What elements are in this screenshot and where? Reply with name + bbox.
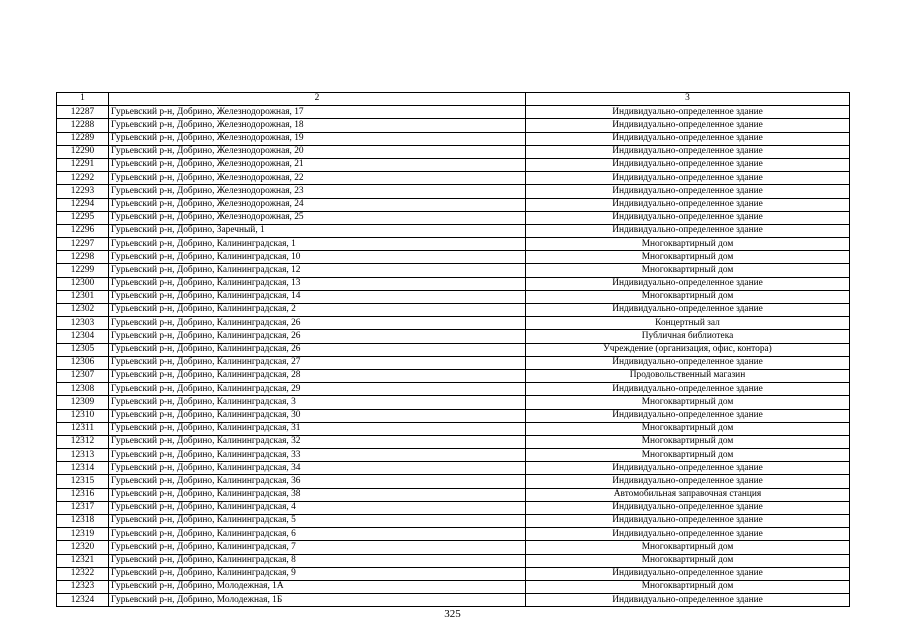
building-type-cell: Многоквартирный дом [526,238,850,251]
building-type-cell: Индивидуально-определенное здание [526,383,850,396]
row-number-cell: 12313 [57,449,109,462]
address-cell: Гурьевский р-н, Добрино, Калининградская, 13 [109,277,526,290]
table-row [57,409,850,422]
building-type-cell: Индивидуально-определенное здание [526,594,850,607]
row-number-cell: 12297 [57,238,109,251]
address-cell: Гурьевский р-н, Добрино, Калининградская, 1 [109,238,526,251]
address-cell: Гурьевский р-н, Добрино, Железнодорожная, 19 [109,132,526,145]
building-type-cell: Индивидуально-определенное здание [526,356,850,369]
page-number: 325 [444,608,461,620]
building-type-cell: Индивидуально-определенное здание [526,409,850,422]
column-header-address: 2 [109,93,526,106]
table-row [57,356,850,369]
building-type-cell: Продовольственный магазин [526,369,850,382]
table-row [57,238,850,251]
address-cell: Гурьевский р-н, Добрино, Калининградская, 28 [109,369,526,382]
address-cell: Гурьевский р-н, Добрино, Заречный, 1 [109,224,526,237]
building-type-cell: Индивидуально-определенное здание [526,132,850,145]
building-type-cell: Индивидуально-определенное здание [526,528,850,541]
row-number-cell: 12312 [57,435,109,448]
building-type-cell: Многоквартирный дом [526,580,850,593]
row-number-cell: 12304 [57,330,109,343]
building-type-cell: Многоквартирный дом [526,422,850,435]
building-type-cell: Индивидуально-определенное здание [526,304,850,317]
address-cell: Гурьевский р-н, Добрино, Калининградская, 38 [109,488,526,501]
row-number-cell: 12317 [57,501,109,514]
table-row [57,185,850,198]
table-row [57,475,850,488]
building-type-cell: Учреждение (организация, офис, контора) [526,343,850,356]
address-cell: Гурьевский р-н, Добрино, Железнодорожная, 23 [109,185,526,198]
building-type-cell: Индивидуально-определенное здание [526,515,850,528]
table-row [57,462,850,475]
row-number-cell: 12315 [57,475,109,488]
table-row [57,106,850,119]
building-type-cell: Индивидуально-определенное здание [526,475,850,488]
table-row [57,488,850,501]
row-number-cell: 12301 [57,290,109,303]
building-type-cell: Индивидуально-определенное здание [526,158,850,171]
address-cell: Гурьевский р-н, Добрино, Железнодорожная, 25 [109,211,526,224]
table-row [57,211,850,224]
building-type-cell: Многоквартирный дом [526,541,850,554]
row-number-cell: 12322 [57,567,109,580]
row-number-cell: 12314 [57,462,109,475]
row-number-cell: 12306 [57,356,109,369]
building-type-cell: Индивидуально-определенное здание [526,198,850,211]
address-cell: Гурьевский р-н, Добрино, Калининградская, 4 [109,501,526,514]
row-number-cell: 12287 [57,106,109,119]
building-type-cell: Индивидуально-определенное здание [526,185,850,198]
table-row [57,251,850,264]
building-type-cell: Индивидуально-определенное здание [526,145,850,158]
table-row [57,172,850,185]
table-row [57,304,850,317]
row-number-cell: 12298 [57,251,109,264]
table-header-row [57,93,850,106]
row-number-cell: 12296 [57,224,109,237]
address-cell: Гурьевский р-н, Добрино, Калининградская, 7 [109,541,526,554]
row-number-cell: 12299 [57,264,109,277]
table-row [57,277,850,290]
table-row [57,594,850,607]
building-type-cell: Индивидуально-определенное здание [526,106,850,119]
row-number-cell: 12321 [57,554,109,567]
address-cell: Гурьевский р-н, Добрино, Калининградская, 30 [109,409,526,422]
address-cell: Гурьевский р-н, Добрино, Железнодорожная, 20 [109,145,526,158]
table-row [57,317,850,330]
building-type-cell: Концертный зал [526,317,850,330]
row-number-cell: 12310 [57,409,109,422]
address-cell: Гурьевский р-н, Добрино, Калининградская, 3 [109,396,526,409]
table-row [57,224,850,237]
row-number-cell: 12311 [57,422,109,435]
table-row [57,515,850,528]
table-row [57,145,850,158]
table-row [57,396,850,409]
building-type-cell: Многоквартирный дом [526,554,850,567]
address-cell: Гурьевский р-н, Добрино, Железнодорожная, 22 [109,172,526,185]
row-number-cell: 12291 [57,158,109,171]
row-number-cell: 12288 [57,119,109,132]
row-number-cell: 12309 [57,396,109,409]
address-cell: Гурьевский р-н, Добрино, Калининградская, 33 [109,449,526,462]
table-row [57,132,850,145]
building-type-cell: Индивидуально-определенное здание [526,462,850,475]
row-number-cell: 12307 [57,369,109,382]
table-row [57,330,850,343]
building-type-cell: Многоквартирный дом [526,449,850,462]
address-cell: Гурьевский р-н, Добрино, Калининградская, 32 [109,435,526,448]
address-cell: Гурьевский р-н, Добрино, Калининградская, 14 [109,290,526,303]
table-row [57,343,850,356]
building-type-cell: Индивидуально-определенное здание [526,172,850,185]
building-type-cell: Многоквартирный дом [526,435,850,448]
table-row [57,422,850,435]
row-number-cell: 12323 [57,580,109,593]
building-type-cell: Публичная библиотека [526,330,850,343]
row-number-cell: 12294 [57,198,109,211]
table-row [57,567,850,580]
row-number-cell: 12295 [57,211,109,224]
table-row [57,198,850,211]
building-type-cell: Индивидуально-определенное здание [526,567,850,580]
row-number-cell: 12316 [57,488,109,501]
building-type-cell: Многоквартирный дом [526,251,850,264]
address-cell: Гурьевский р-н, Добрино, Калининградская, 5 [109,515,526,528]
row-number-cell: 12319 [57,528,109,541]
address-cell: Гурьевский р-н, Добрино, Калининградская, 2 [109,304,526,317]
row-number-cell: 12289 [57,132,109,145]
table-row [57,554,850,567]
table-row [57,383,850,396]
address-cell: Гурьевский р-н, Добрино, Калининградская, 34 [109,462,526,475]
table-row [57,449,850,462]
row-number-cell: 12302 [57,304,109,317]
column-header-building-type: 3 [526,93,850,106]
table-row [57,435,850,448]
row-number-cell: 12293 [57,185,109,198]
address-cell: Гурьевский р-н, Добрино, Железнодорожная, 24 [109,198,526,211]
address-cell: Гурьевский р-н, Добрино, Калининградская, 29 [109,383,526,396]
address-cell: Гурьевский р-н, Добрино, Калининградская, 26 [109,317,526,330]
row-number-cell: 12303 [57,317,109,330]
row-number-cell: 12305 [57,343,109,356]
address-cell: Гурьевский р-н, Добрино, Калининградская, 31 [109,422,526,435]
column-header-number: 1 [57,93,109,106]
building-type-cell: Индивидуально-определенное здание [526,224,850,237]
building-type-cell: Индивидуально-определенное здание [526,277,850,290]
table-row [57,580,850,593]
address-cell: Гурьевский р-н, Добрино, Калининградская, 10 [109,251,526,264]
building-type-cell: Многоквартирный дом [526,396,850,409]
address-cell: Гурьевский р-н, Добрино, Калининградская, 8 [109,554,526,567]
address-cell: Гурьевский р-н, Добрино, Калининградская, 6 [109,528,526,541]
building-type-cell: Многоквартирный дом [526,264,850,277]
row-number-cell: 12290 [57,145,109,158]
row-number-cell: 12324 [57,594,109,607]
row-number-cell: 12300 [57,277,109,290]
building-type-cell: Индивидуально-определенное здание [526,501,850,514]
table-row [57,158,850,171]
address-cell: Гурьевский р-н, Добрино, Калининградская, 27 [109,356,526,369]
table-row [57,528,850,541]
address-cell: Гурьевский р-н, Добрино, Калининградская, 26 [109,330,526,343]
table-row [57,119,850,132]
building-type-cell: Многоквартирный дом [526,290,850,303]
building-type-cell: Автомобильная заправочная станция [526,488,850,501]
row-number-cell: 12308 [57,383,109,396]
row-number-cell: 12292 [57,172,109,185]
address-cell: Гурьевский р-н, Добрино, Калининградская, 9 [109,567,526,580]
address-cell: Гурьевский р-н, Добрино, Железнодорожная, 21 [109,158,526,171]
address-cell: Гурьевский р-н, Добрино, Железнодорожная, 18 [109,119,526,132]
registry-table [56,92,850,607]
table-row [57,264,850,277]
row-number-cell: 12320 [57,541,109,554]
building-type-cell: Индивидуально-определенное здание [526,211,850,224]
address-cell: Гурьевский р-н, Добрино, Молодежная, 1А [109,580,526,593]
table-body [57,93,850,607]
table-row [57,501,850,514]
table-row [57,369,850,382]
table-row [57,541,850,554]
row-number-cell: 12318 [57,515,109,528]
address-cell: Гурьевский р-н, Добрино, Молодежная, 1Б [109,594,526,607]
table-row [57,290,850,303]
address-cell: Гурьевский р-н, Добрино, Калининградская, 26 [109,343,526,356]
building-type-cell: Индивидуально-определенное здание [526,119,850,132]
address-cell: Гурьевский р-н, Добрино, Калининградская, 36 [109,475,526,488]
address-cell: Гурьевский р-н, Добрино, Калининградская, 12 [109,264,526,277]
address-cell: Гурьевский р-н, Добрино, Железнодорожная, 17 [109,106,526,119]
